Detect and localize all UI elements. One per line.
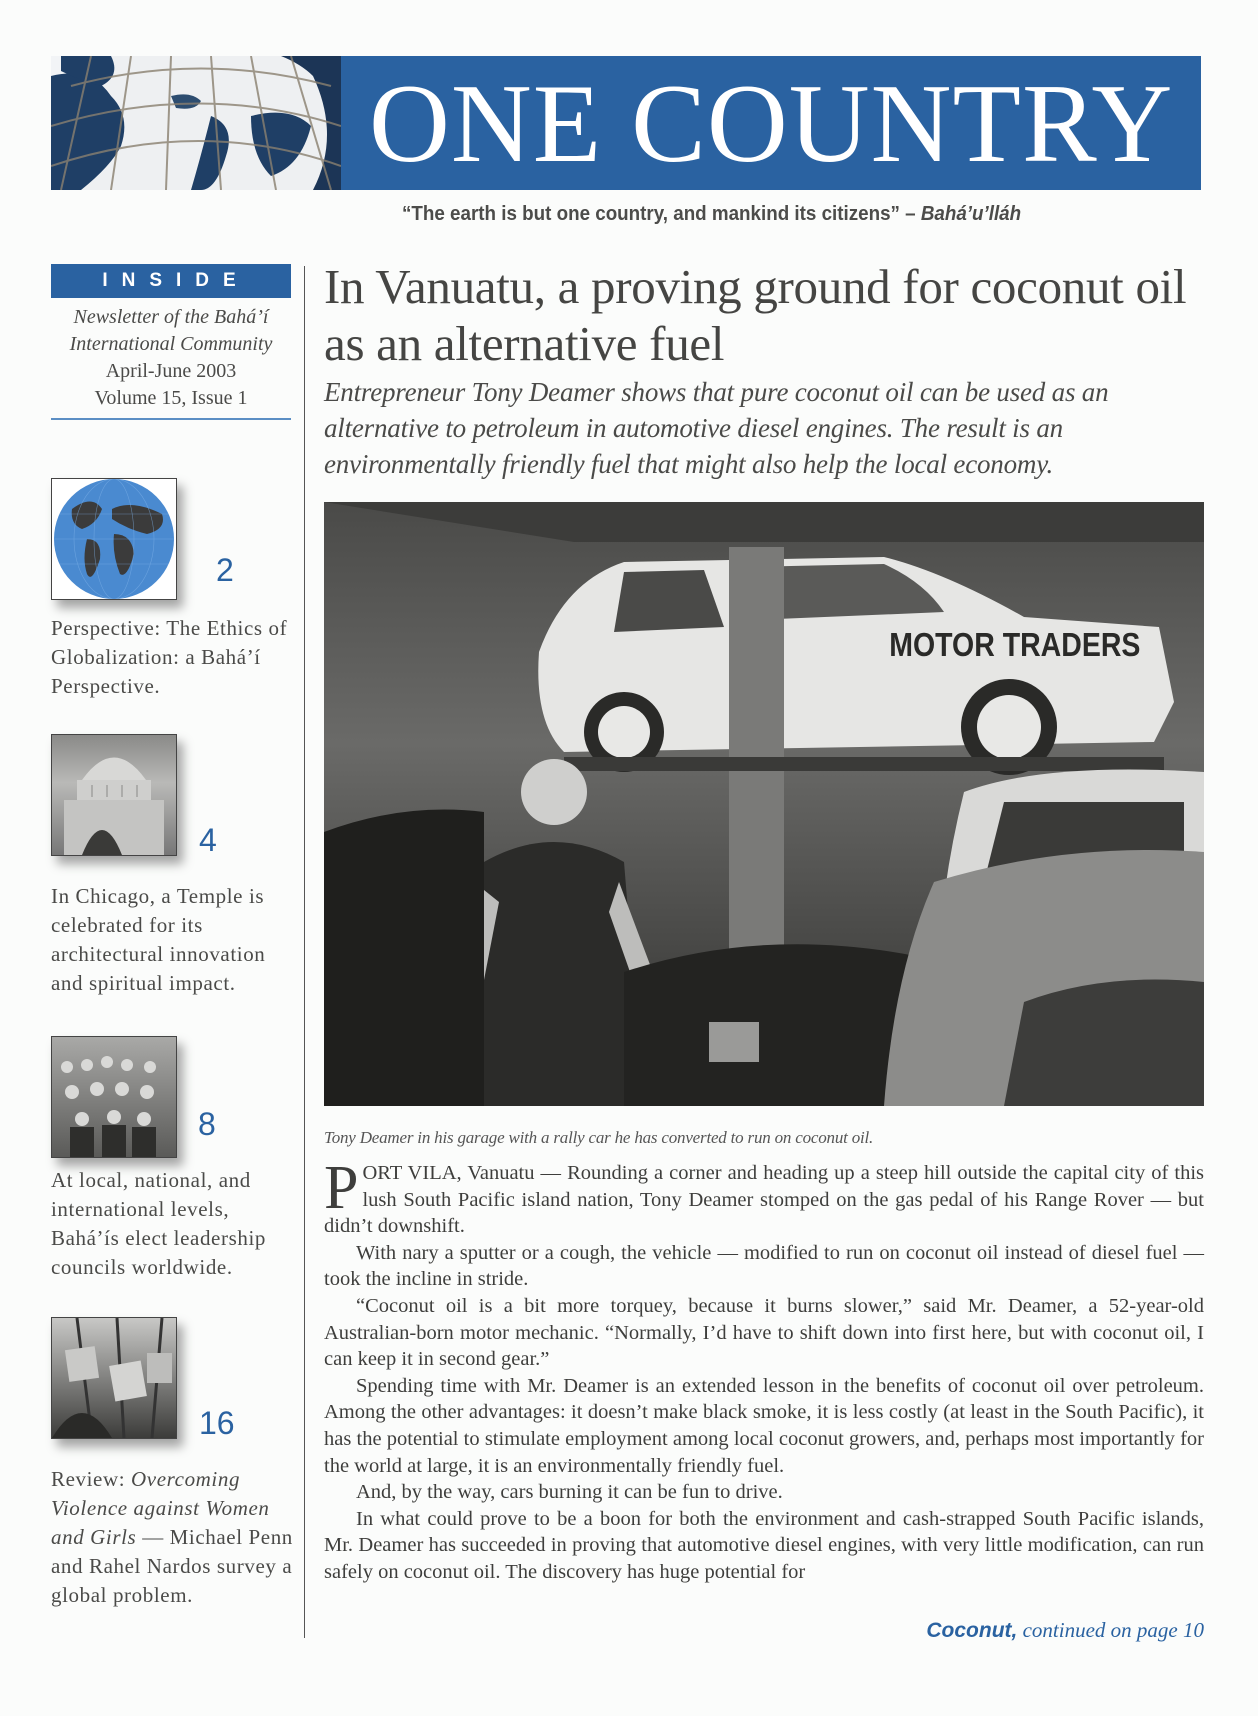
tagline-author: Bahá’u’lláh bbox=[920, 203, 1022, 225]
tagline-quote: “The earth is but one country, and mankind its citizens” – bbox=[402, 203, 921, 225]
continued-link[interactable] bbox=[926, 1618, 1204, 1643]
globe-grid-icon bbox=[51, 56, 341, 190]
protest-thumbnail bbox=[51, 1317, 177, 1439]
toc-text-prefix: Review: bbox=[51, 1467, 132, 1491]
toc-page-number: 2 bbox=[216, 552, 234, 588]
inside-sidebar bbox=[51, 264, 291, 420]
photo-caption: Tony Deamer in his garage with a rally car he has converted to run on coconut oil. bbox=[324, 1128, 874, 1147]
inside-label: INSIDE bbox=[51, 264, 291, 298]
toc-description: In Chicago, a Temple is celebrated for its architectural innovation and spiritual impact. bbox=[51, 884, 266, 995]
issue-info bbox=[51, 304, 291, 412]
article-paragraph: With nary a sputter or a cough, the vehicle — modified to run on coconut oil instead of diesel fuel — took the incline in stride. bbox=[324, 1241, 1204, 1291]
sidebar-divider bbox=[51, 418, 291, 420]
publication-line-2: International Community bbox=[69, 333, 273, 355]
masthead-title: ONE COUNTRY bbox=[369, 62, 1174, 186]
toc-description bbox=[51, 1465, 301, 1610]
column-divider bbox=[304, 266, 305, 1638]
masthead-banner bbox=[51, 56, 1201, 190]
toc-item-page-2[interactable] bbox=[51, 478, 301, 718]
toc-description: Perspective: The Ethics of Globalization: a Bahá’í Perspective. bbox=[51, 616, 288, 698]
publication-line-1: Newsletter of the Bahá’í bbox=[73, 306, 269, 328]
toc-text-suffix: — Michael Penn and Rahel Nardos survey a global problem. bbox=[51, 1525, 293, 1607]
car-label: MOTOR TRADERS bbox=[889, 626, 1141, 664]
toc-page-number: 8 bbox=[198, 1106, 216, 1142]
toc-description: At local, national, and international levels, Bahá’ís elect leadership councils worldwide. bbox=[51, 1168, 266, 1279]
temple-thumbnail bbox=[51, 734, 177, 856]
paragraph-text: ORT VILA, Vanuatu — Rounding a corner and heading up a steep hill outside the capital city of this lush South Pacific island nation, Tony Deamer stomped on the gas pedal of his Range Rover — but didn’t downshift. bbox=[324, 1162, 1204, 1238]
article-paragraph: “Coconut oil is a bit more torquey, because it burns slower,” said Mr. Deamer, a 52-year-old Australian-born motor mechanic. “Normally, I’d have to shift down into first here, but with coconut oil, I can keep it in second gear.” bbox=[324, 1294, 1204, 1371]
article-body bbox=[324, 1154, 1204, 1586]
continued-text: continued on page 10 bbox=[1017, 1618, 1204, 1642]
group-photo-thumbnail bbox=[51, 1036, 177, 1158]
toc-item-page-8[interactable] bbox=[51, 1036, 301, 1279]
toc-page-number: 16 bbox=[199, 1405, 235, 1441]
article-headline: In Vanuatu, a proving ground for coconut oil as an alternative fuel bbox=[324, 259, 1187, 371]
article-photo bbox=[324, 502, 1204, 1106]
toc-book-title: Overcoming Violence against Women and Girls bbox=[51, 1467, 270, 1549]
toc-page-number: 4 bbox=[199, 822, 217, 858]
globe-thumbnail bbox=[51, 478, 177, 600]
article-paragraph: In what could prove to be a boon for both the environment and cash-strapped South Pacific islands, Mr. Deamer has succeeded in proving that automotive diesel engines, with very little modification, can run safely on coconut oil. The discovery has huge potential for bbox=[324, 1507, 1204, 1583]
masthead-tagline bbox=[402, 203, 1021, 226]
article-deck: Entrepreneur Tony Deamer shows that pure coconut oil can be used as an alternative to petroleum in automotive diesel engines. The result is an environmentally friendly fuel that might also help the local economy. bbox=[324, 377, 1109, 479]
drop-cap: P bbox=[324, 1154, 359, 1222]
issue-date: April-June 2003 bbox=[105, 360, 237, 382]
toc-item-page-16[interactable] bbox=[51, 1317, 301, 1637]
issue-volume: Volume 15, Issue 1 bbox=[94, 387, 248, 409]
article-paragraph bbox=[324, 1154, 1204, 1240]
continued-keyword: Coconut, bbox=[926, 1619, 1018, 1642]
article-paragraph: And, by the way, cars burning it can be fun to drive. bbox=[356, 1481, 783, 1504]
article-paragraph: Spending time with Mr. Deamer is an extended lesson in the benefits of coconut oil over petroleum. Among the other advantages: it doesn’t make black smoke, it is less costly (at least in the South Pacific), it has the potential to stimulate employment among local coconut growers, and, perhaps most importantly for the world at large, it is an environmentally friendly fuel. bbox=[324, 1374, 1204, 1477]
toc-item-page-4[interactable] bbox=[51, 734, 301, 995]
